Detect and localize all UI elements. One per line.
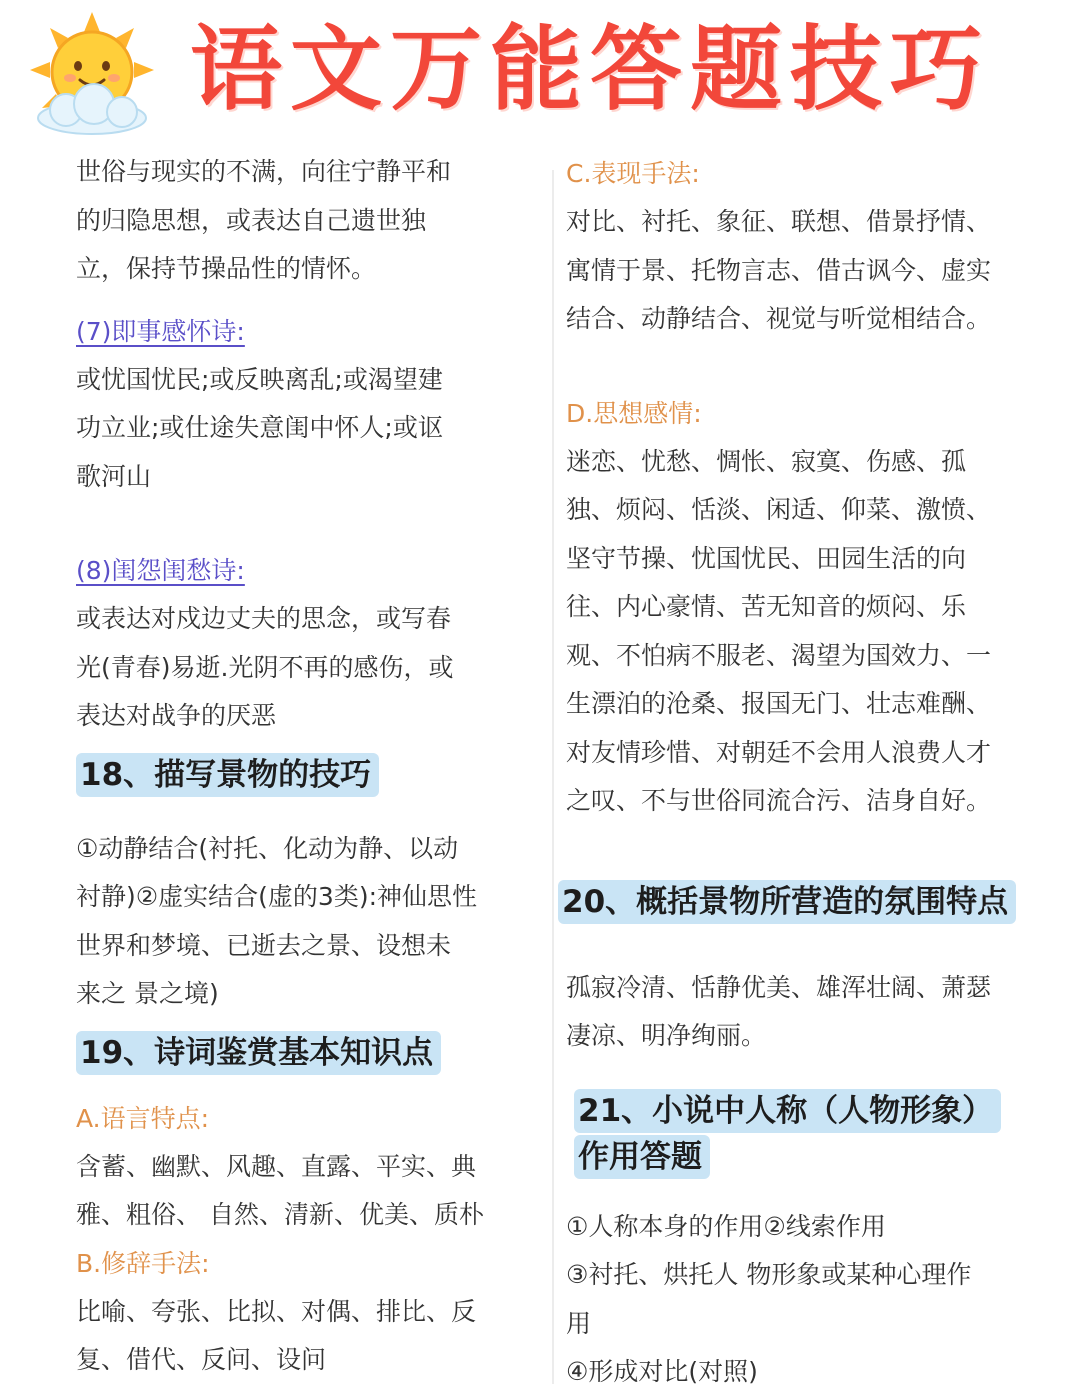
text-line: 衬静)②虚实结合(虚的3类):神仙思性 — [76, 882, 478, 911]
section-heading-18: 18、描写景物的技巧 — [76, 753, 379, 797]
text-line: 功立业;或仕途失意闺中怀人;或讴 — [76, 413, 443, 442]
section-heading-21-line2: 作用答题 — [574, 1135, 710, 1179]
text-line: ④形成对比(对照) — [566, 1357, 758, 1386]
text-line: 歌河山 — [76, 461, 152, 491]
text-line: 生漂泊的沧桑、报国无门、壮志难酬、 — [566, 689, 992, 718]
text-line: 含蓄、幽默、风趣、直露、平实、典 — [76, 1151, 477, 1181]
text-line: 孤寂冷清、恬静优美、雄浑壮阔、萧瑟 — [566, 972, 992, 1002]
text-line: 之叹、不与世俗同流合污、洁身自好。 — [566, 786, 992, 815]
text-line: 迷恋、忧愁、惆怅、寂寞、伤感、孤 — [566, 446, 967, 476]
page-title: 语文万能答题技巧 — [190, 16, 991, 123]
right-column — [562, 148, 1046, 1397]
subheading-d: D.思想感情: — [566, 398, 702, 428]
section-heading-19: 19、诗词鉴赏基本知识点 — [76, 1031, 441, 1075]
text-line: ①动静结合(衬托、化动为静、以动 — [76, 833, 459, 863]
text-line: 世界和梦境、已逝去之景、设想未 — [76, 930, 452, 960]
text-line: ①人称本身的作用②线索作用 — [566, 1211, 886, 1241]
text-line: 往、内心豪情、苦无知音的烦闷、乐 — [566, 592, 967, 621]
text-line: 比喻、夸张、比拟、对偶、排比、反 — [76, 1296, 477, 1326]
text-line: 寓情于景、托物言志、借古讽今、虚实 — [566, 255, 992, 285]
text-line: 雅、粗俗、 自然、清新、优美、质朴 — [76, 1200, 484, 1229]
intro-line: 世俗与现实的不满，向往宁静平和 — [76, 157, 452, 186]
intro-line: 立，保持节操品性的情怀。 — [76, 254, 377, 283]
subheading-7: (7)即事感怀诗: — [76, 316, 245, 346]
text-line: 来之 景之境) — [76, 979, 219, 1008]
subheading-c: C.表现手法: — [566, 159, 700, 188]
text-line: 用 — [566, 1308, 592, 1338]
text-line: 表达对战争的厌恶 — [76, 701, 277, 730]
column-divider — [552, 170, 554, 1384]
text-line: 独、烦闷、恬淡、闲适、仰菜、激愤、 — [566, 495, 992, 524]
text-line: 坚守节操、忧国忧民、田园生活的向 — [566, 543, 967, 573]
subheading-a: A.语言特点: — [76, 1103, 210, 1133]
subheading-8: (8)闺怨闺愁诗: — [76, 556, 245, 585]
text-line: 凄凉、明净绚丽。 — [566, 1021, 767, 1050]
text-line: 对友情珍惜、对朝廷不会用人浪费人才 — [566, 737, 992, 767]
header — [0, 0, 1080, 150]
text-line: 或表达对戍边丈夫的思念，或写春 — [76, 604, 452, 633]
text-line: 或忧国忧民;或反映离乱;或渴望建 — [76, 364, 443, 394]
text-line: ③衬托、烘托人 物形象或某种心理作 — [566, 1260, 972, 1289]
section-heading-20: 20、概括景物所营造的氛围特点 — [558, 880, 1016, 924]
intro-line: 的归隐思想，或表达自己遗世独 — [76, 205, 427, 235]
text-line: 结合、动静结合、视觉与听觉相结合。 — [566, 304, 992, 333]
sun-cloud-icon — [22, 10, 162, 140]
left-column — [76, 148, 536, 1385]
text-line: 光(青春)易逝.光阴不再的感伤，或 — [76, 652, 454, 682]
text-line: 对比、衬托、象征、联想、借景抒情、 — [566, 207, 992, 236]
text-line: 复、借代、反问、设问 — [76, 1345, 327, 1374]
subheading-b: B.修辞手法: — [76, 1248, 210, 1278]
section-heading-21: 21、小说中人称（人物形象） — [574, 1089, 1001, 1133]
text-line: 观、不怕病不服老、渴望为国效力、一 — [566, 640, 992, 670]
